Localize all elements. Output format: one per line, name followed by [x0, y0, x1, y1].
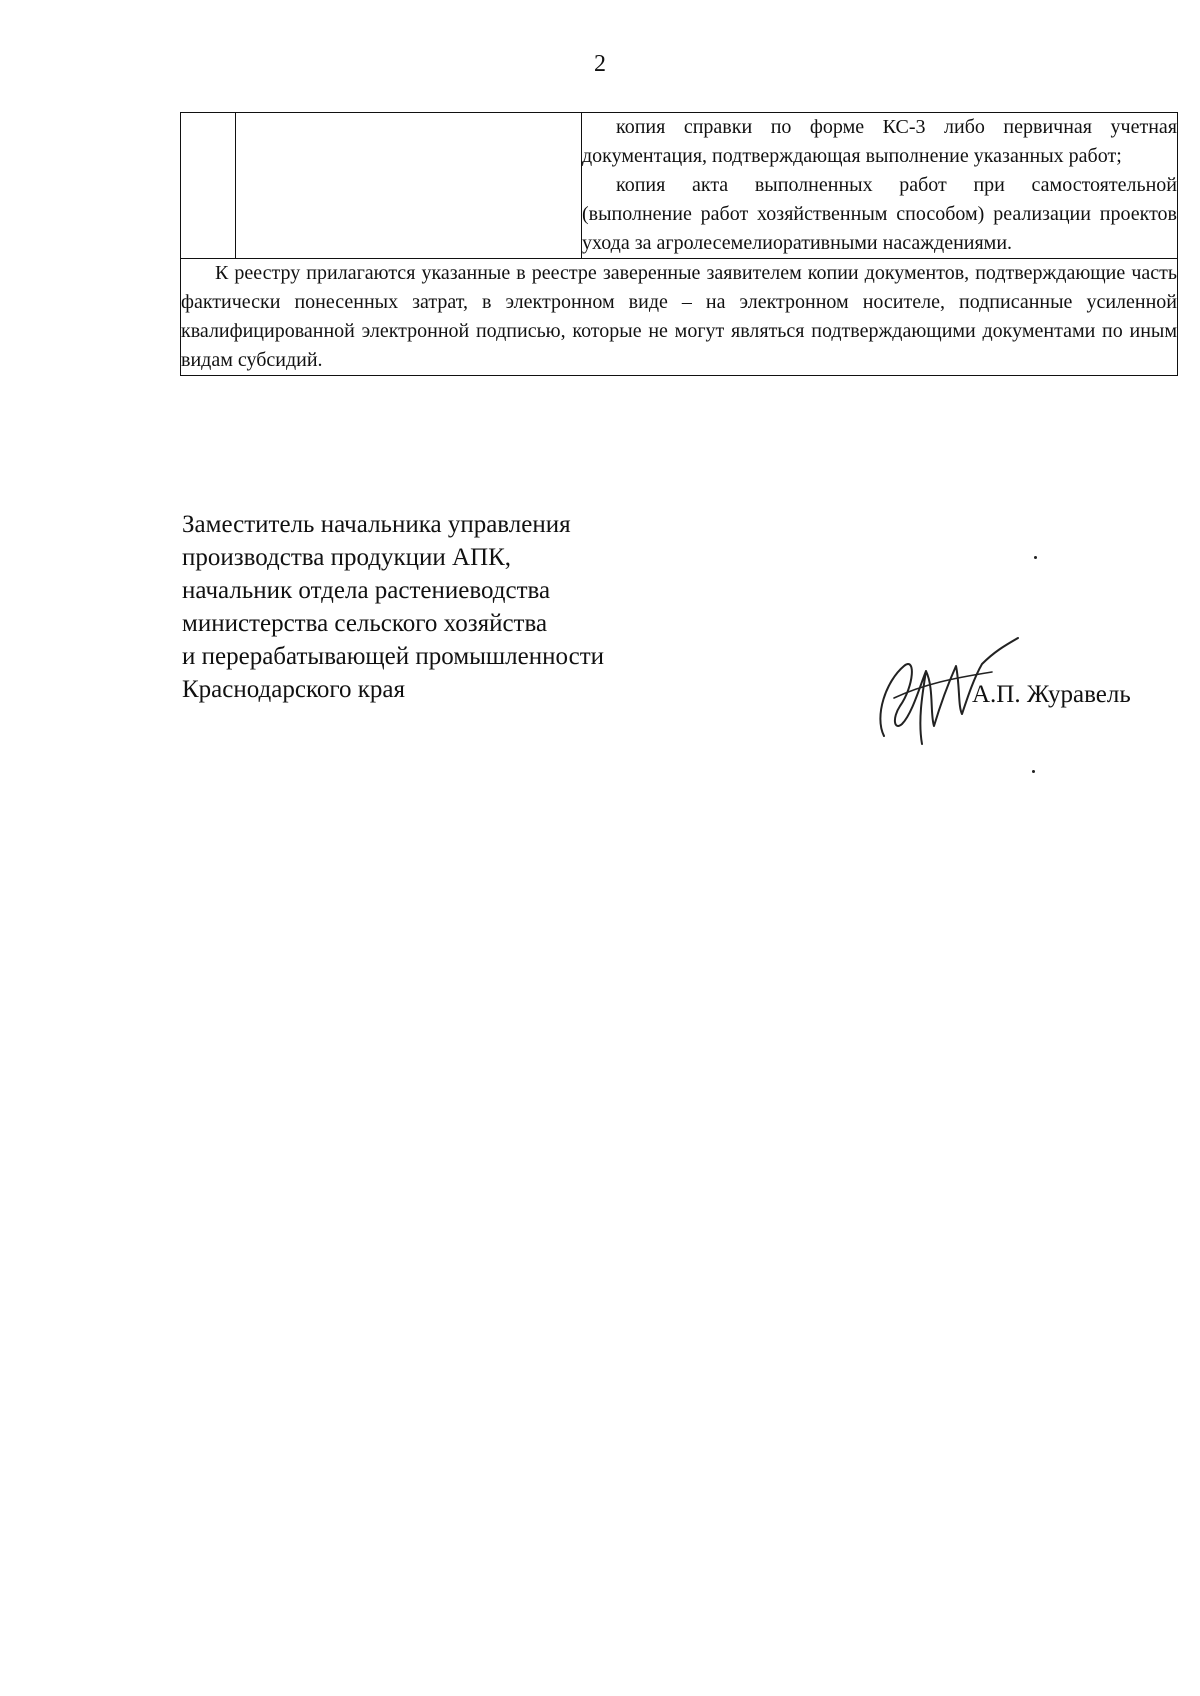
position-line: министерства сельского хозяйства: [182, 610, 548, 637]
signer-name: А.П. Журавель: [972, 681, 1131, 708]
table-row: [181, 113, 1178, 259]
document-item: копия справки по форме КС-3 либо первичная учетная документация, подтверждающая выполнение указанных работ;: [582, 116, 1177, 167]
table-cell-name: [236, 113, 582, 259]
scan-dot: [1034, 556, 1037, 559]
position-line: Заместитель начальника управления: [182, 511, 571, 538]
table-cell-documents: [582, 113, 1178, 259]
table-cell-number: [181, 113, 236, 259]
position-line: Краснодарского края: [182, 676, 405, 703]
scan-dot: [1032, 770, 1035, 773]
signatory-position: [182, 508, 702, 706]
document-item: копия акта выполненных работ при самостоятельной (выполнение работ хозяйственным способом) реализации проектов ухода за агролесемелиоративными насаждениями.: [582, 174, 1177, 254]
position-line: начальник отдела растениеводства: [182, 577, 551, 604]
page-number: 2: [594, 51, 606, 77]
table-note-cell: [181, 259, 1178, 376]
document-table: [180, 112, 1178, 376]
table-row: [181, 259, 1178, 376]
position-line: и перерабатывающей промышленности: [182, 643, 605, 670]
table-note: К реестру прилагаются указанные в реестре заверенные заявителем копии документов, подтверждающие часть фактически понесенных затрат, в электронном виде – на электронном носителе, подписанные усиленной квалифицированной электронной подписью, которые не могут являться подтверждающими документами по иным видам субсидий.: [181, 262, 1177, 371]
position-line: производства продукции АПК,: [182, 544, 512, 571]
